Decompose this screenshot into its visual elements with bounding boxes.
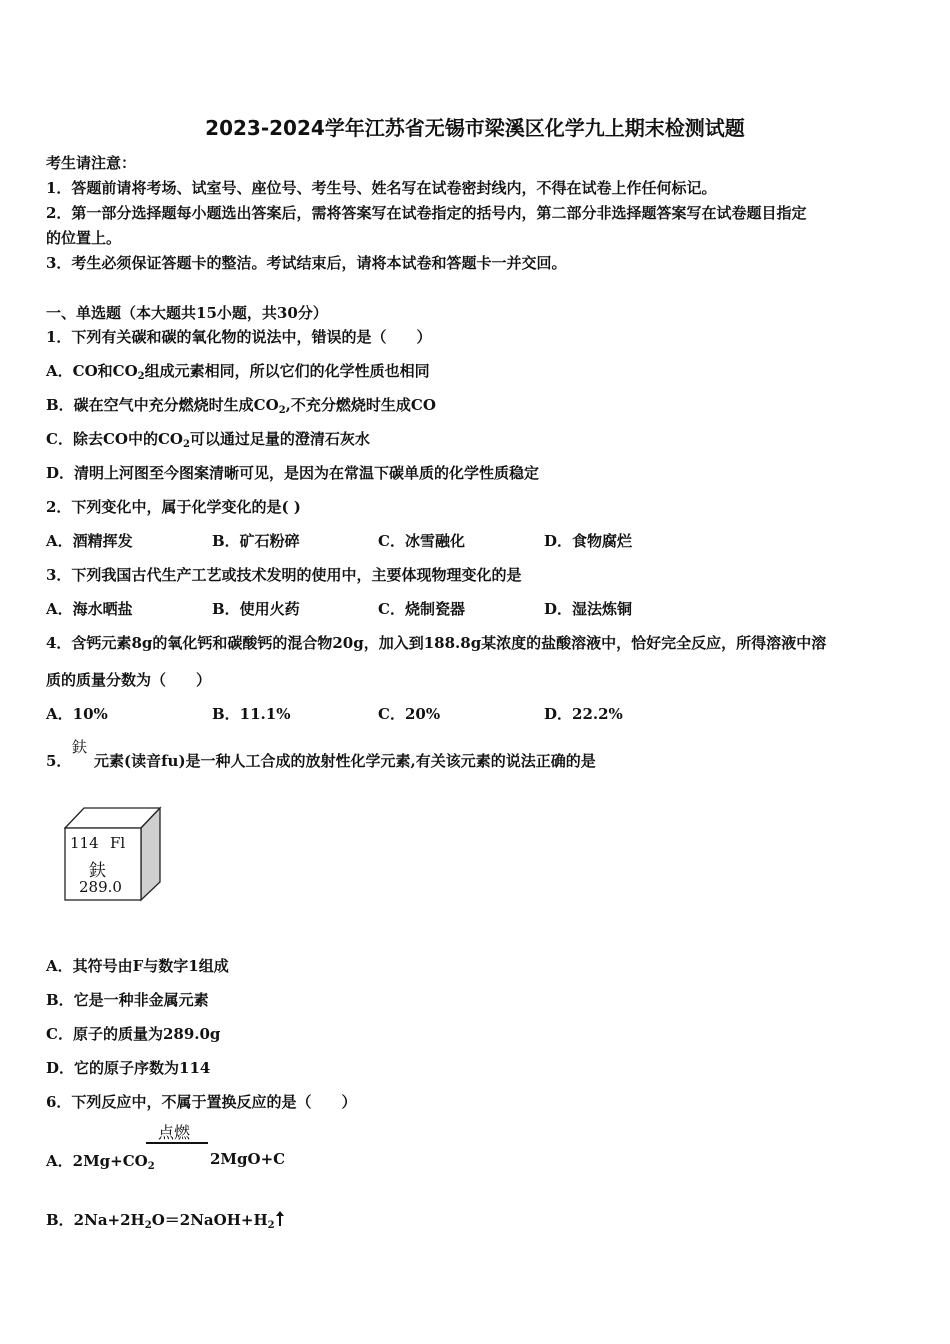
notice-heading: 考生请注意： <box>46 154 137 172</box>
q5-option-b: B．它是一种非金属元素 <box>46 991 209 1009</box>
q4-option-d: D．22.2% <box>544 705 623 723</box>
q3-option-c: C．烧制瓷器 <box>378 600 465 618</box>
q3-option-a: A．海水晒盐 <box>46 600 133 618</box>
q6-stem: 6．下列反应中，不属于置换反应的是（ ） <box>46 1093 357 1111</box>
q4-option-b: B．11.1% <box>212 705 291 723</box>
q1-option-a: A．CO和$CO_2$组成元素相同，所以它们的化学性质也相同 <box>46 362 430 382</box>
page-title: 2023-2024学年江苏省无锡市梁溪区化学九上期末检测试题 <box>205 116 745 140</box>
q6-option-a-reactants: A．$2Mg+CO_2$ <box>46 1152 155 1172</box>
q2-stem: 2．下列变化中，属于化学变化的是( ) <box>46 498 301 516</box>
element-mass: 289.0 <box>79 878 122 896</box>
notice-item-2: 2．第一部分选择题每小题选出答案后，需将答案写在试卷指定的括号内，第二部分非选择题答案写在试卷题目指定 <box>46 204 807 222</box>
q5-option-a: A．其符号由F与数字1组成 <box>46 957 229 975</box>
q4-option-c: C．20% <box>378 705 441 723</box>
q1-option-c: C．除去CO中的$CO_2$可以通过足量的澄清石灰水 <box>46 430 370 450</box>
q5-option-d: D．它的原子序数为114 <box>46 1059 211 1077</box>
element-name: 鈇 <box>89 861 106 881</box>
gas-up-arrow-icon <box>279 1215 281 1226</box>
q2-options <box>46 530 710 551</box>
q3-option-d: D．湿法炼铜 <box>544 600 633 618</box>
notice-item-3: 3．考生必须保证答题卡的整洁。考试结束后，请将本试卷和答题卡一并交回。 <box>46 254 567 272</box>
notice-item-2-cont: 的位置上。 <box>46 229 122 247</box>
q4-options <box>46 703 710 724</box>
notice-item-1: 1．答题前请将考场、试室号、座位号、考生号、姓名写在试卷密封线内，不得在试卷上作任何标记。 <box>46 179 717 197</box>
q4-stem: 4．含钙元素8g的氧化钙和碳酸钙的混合物20g，加入到188.8g某浓度的盐酸溶液中，恰好完全反应，所得溶液中溶 <box>46 634 827 652</box>
q2-option-d: D．食物腐烂 <box>544 532 633 550</box>
q2-option-b: B．矿石粉碎 <box>212 532 300 550</box>
reaction-condition-line <box>146 1142 208 1144</box>
q1-stem: 1．下列有关碳和碳的氧化物的说法中，错误的是（ ） <box>46 328 432 346</box>
q3-option-b: B．使用火药 <box>212 600 300 618</box>
element-cell-figure <box>64 806 162 902</box>
q5-option-c: C．原子的质量为289.0g <box>46 1025 221 1043</box>
q5-element-glyph: 鈇 <box>72 738 88 756</box>
q3-options <box>46 598 710 619</box>
element-symbol: Fl <box>110 834 126 852</box>
q4-option-a: A．10% <box>46 705 108 723</box>
q3-stem: 3．下列我国古代生产工艺或技术发明的使用中，主要体现物理变化的是 <box>46 566 522 584</box>
q4-stem-cont: 质的质量分数为（ ） <box>46 671 212 689</box>
q5-number: 5． <box>46 752 72 770</box>
q2-option-c: C．冰雪融化 <box>378 532 465 550</box>
q2-option-a: A．酒精挥发 <box>46 532 133 550</box>
q6-option-b: B．$2Na+2H_2O=2NaOH+H_2$ <box>46 1209 281 1230</box>
element-atomic-number: 114 <box>70 834 99 852</box>
section-heading: 一、单选题（本大题共15小题，共30分） <box>46 304 328 322</box>
q6-reaction-condition: 点燃 <box>158 1123 191 1142</box>
q5-stem: 元素(读音fu)是一种人工合成的放射性化学元素,有关该元素的说法正确的是 <box>94 752 596 770</box>
q1-option-d: D．清明上河图至今图案清晰可见，是因为在常温下碳单质的化学性质稳定 <box>46 464 540 482</box>
q6-option-a-products: 2MgO+C <box>210 1150 286 1168</box>
q1-option-b: B．碳在空气中充分燃烧时生成$CO_2$,不充分燃烧时生成CO <box>46 396 436 416</box>
